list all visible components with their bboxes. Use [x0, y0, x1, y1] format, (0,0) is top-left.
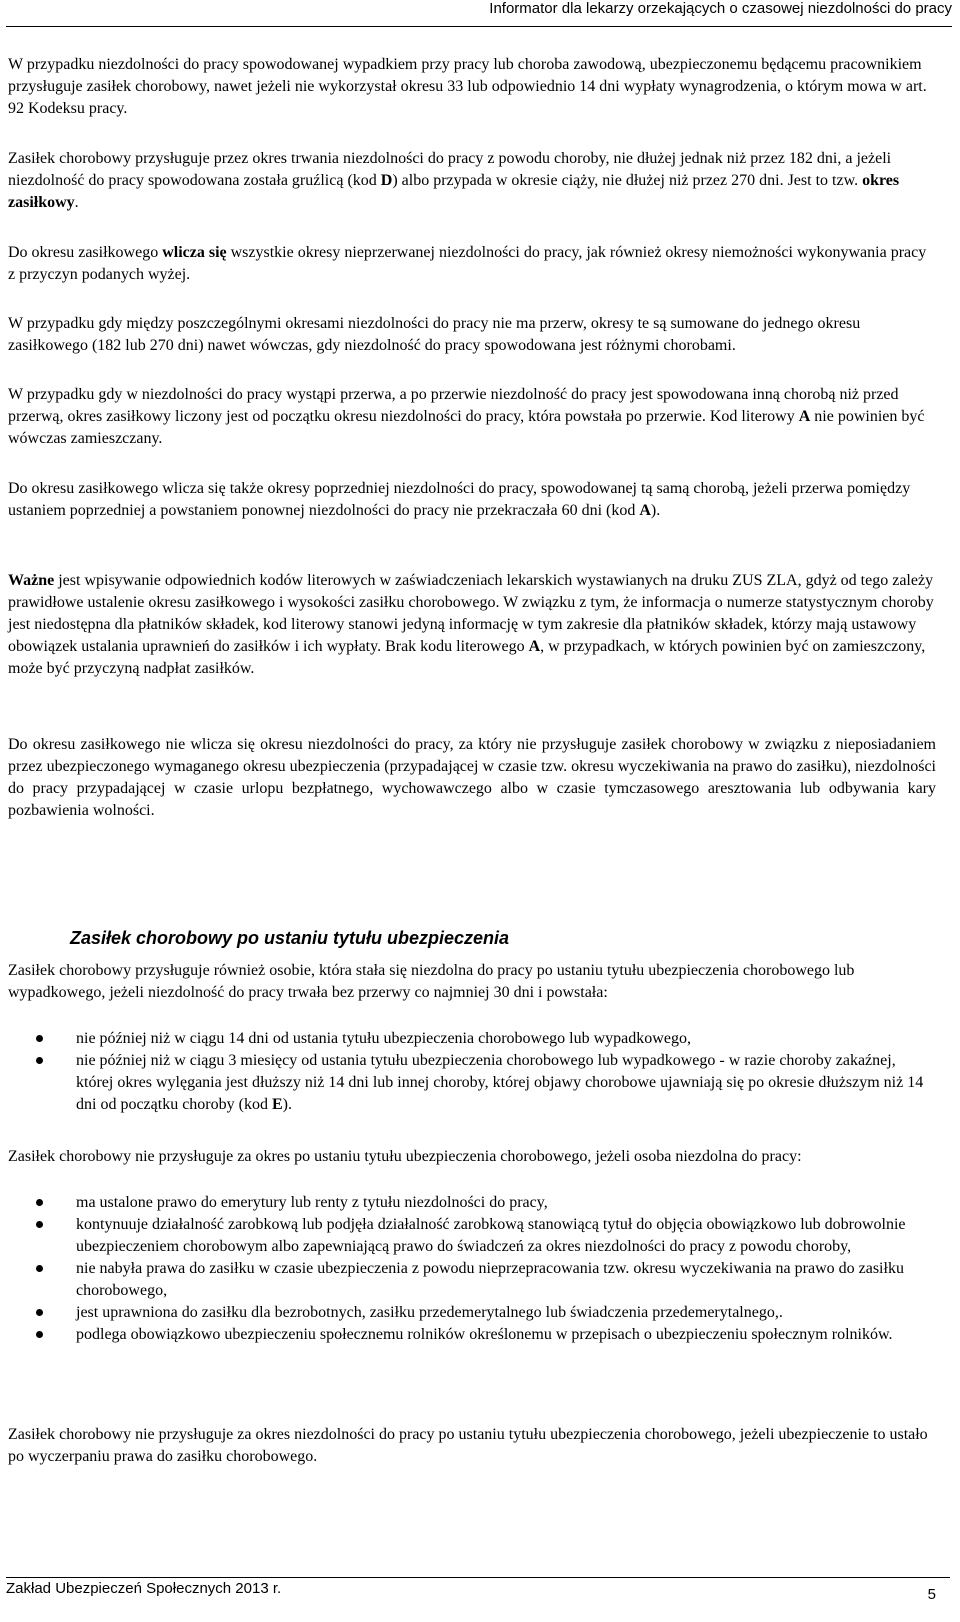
paragraph-excluded-periods: Do okresu zasiłkowego nie wlicza się okresu niezdolności do pracy, za który nie przysługuje zasiłek chorobowy w związku z nieposiadaniem przez ubezpieczonego wymaganego okresu ubezpieczenia (przypadającej w czasie tzw. okresu wyczekiwania na prawo do zasiłku), niezdolności do pracy przypadającej w czasie urlopu bezpłatnego, wychowawczego albo w czasie tymczasowego aresztowania lub odbywania kary pozbawienia wolności.: [8, 736, 936, 819]
paragraph-break-different-disease: W przypadku gdy w niezdolności do pracy wystąpi przerwa, a po przerwie niezdolność do pracy jest spowodowana inną chorobą niż przed przerwą, okres zasiłkowy liczony jest od początku okresu niezdolności do pracy, która powstała po przerwie. Kod literowy A nie powinien być wówczas zamieszczany.: [8, 386, 925, 447]
paragraph-not-entitled: Zasiłek chorobowy nie przysługuje za okres po ustaniu tytułu ubezpieczenia chorobowego, jeżeli osoba niezdolna do pracy:: [8, 1148, 802, 1165]
paragraph-after-insurance: Zasiłek chorobowy przysługuje również osobie, która stała się niezdolna do pracy po ustaniu tytułu ubezpieczenia chorobowego lub wypadkowego, jeżeli niezdolność do pracy trwała bez przerwy co najmniej 30 dni i powstała:: [8, 962, 855, 1001]
bullet-icon: [36, 1221, 43, 1228]
paragraph-summed-periods: W przypadku gdy między poszczególnymi okresami niezdolności do pracy nie ma przerw, okresy te są sumowane do jednego okresu zasiłkowego (182 lub 270 dni) nawet wówczas, gdy niezdolność do pracy spowodowana jest różnymi chorobami.: [8, 315, 861, 354]
list-exclusions: [8, 1192, 936, 1346]
paragraph-exhausted-benefit: Zasiłek chorobowy nie przysługuje za okres niezdolności do pracy po ustaniu tytułu ubezpieczenia chorobowego, jeżeli ubezpieczenie to ustało po wyczerpaniu prawa do zasiłku chorobowego.: [8, 1426, 928, 1465]
footer-publisher: Zakład Ubezpieczeń Społecznych 2013 r.: [6, 1580, 282, 1597]
header-divider: [6, 26, 952, 27]
list-conditions: [8, 1028, 936, 1116]
list-item: podlega obowiązkowo ubezpieczeniu społecznemu rolników określonemu w przepisach o ubezpieczeniu społecznym rolników.: [8, 1324, 936, 1346]
footer-divider: [6, 1577, 950, 1578]
paragraph-included-periods: Do okresu zasiłkowego wlicza się wszystkie okresy nieprzerwanej niezdolności do pracy, jak również okresy niemożności wykonywania pracy z przyczyn podanych wyżej.: [8, 244, 927, 283]
list-item: nie później niż w ciągu 14 dni od ustania tytułu ubezpieczenia chorobowego lub wypadkowego,: [8, 1028, 936, 1050]
paragraph-work-accident: W przypadku niezdolności do pracy spowodowanej wypadkiem przy pracy lub choroba zawodową, ubezpieczonemu będącemu pracownikiem przysługuje zasiłek chorobowy, nawet jeżeli nie wykorzystał okresu 33 lub odpowiednio 14 dni wypłaty wynagrodzenia, o którym mowa w art. 92 Kodeksu pracy.: [8, 56, 927, 117]
code-a: A: [528, 638, 541, 655]
paragraph-important-codes: Ważne jest wpisywanie odpowiednich kodów literowych w zaświadczeniach lekarskich wystawianych na druku ZUS ZLA, gdyż od tego zależy prawidłowe ustalenie okresu zasiłkowego i wysokości zasiłku chorobowego. W związku z tym, że informacja o numerze statystycznym choroby jest niedostępna dla płatników składek, kod literowy stanowi jedyną informację w tym zakresie dla płatników składek, którzy mają ustawowy obowiązek ustalania uprawnień do zasiłków i ich wypłaty. Brak kodu literowego A, w przypadkach, w których powinien być on zamieszczony, może być przyczyną nadpłat zasiłków.: [8, 572, 934, 677]
code-a: A: [798, 408, 811, 425]
bullet-icon: [36, 1057, 43, 1064]
code-d: D: [380, 172, 393, 189]
section-heading: Zasiłek chorobowy po ustaniu tytułu ubezpieczenia: [70, 928, 510, 948]
term-wlicza-sie: wlicza się: [162, 244, 227, 261]
term-wazne: Ważne: [8, 572, 55, 589]
bullet-icon: [36, 1199, 43, 1206]
paragraph-same-disease: Do okresu zasiłkowego wlicza się także okresy poprzedniej niezdolności do pracy, spowodowanej tą samą chorobą, jeżeli przerwa pomiędzy ustaniem poprzedniej a powstaniem ponownej niezdolności do pracy nie przekraczała 60 dni (kod A).: [8, 480, 911, 519]
list-item: nie później niż w ciągu 3 miesięcy od ustania tytułu ubezpieczenia chorobowego lub wypadkowego - w razie choroby zakaźnej, której okres wylęgania jest dłuższy niż 14 dni lub innej choroby, której objawy chorobowe ujawniają się po okresie dłuższym niż 14 dni od początku choroby (kod E).: [8, 1050, 936, 1116]
code-a: A: [639, 502, 651, 519]
list-item: ma ustalone prawo do emerytury lub renty z tytułu niezdolności do pracy,: [8, 1192, 936, 1214]
bullet-icon: [36, 1035, 43, 1042]
bullet-icon: [36, 1309, 43, 1316]
term-okres-zasilkowy: okres zasiłkowy: [8, 172, 900, 211]
list-item: kontynuuje działalność zarobkową lub podjęła działalność zarobkową stanowiącą tytuł do objęcia obowiązkowo lub dobrowolnie ubezpieczeniem chorobowym albo zapewniającą prawo do świadczeń za okres niezdolności do pracy z powodu choroby,: [8, 1214, 936, 1258]
list-item: nie nabyła prawa do zasiłku w czasie ubezpieczenia z powodu nieprzepracowania tzw. okresu wyczekiwania na prawo do zasiłku chorobowego,: [8, 1258, 936, 1302]
list-item: jest uprawniona do zasiłku dla bezrobotnych, zasiłku przedemerytalnego lub świadczenia przedemerytalnego,.: [8, 1302, 936, 1324]
bullet-icon: [36, 1331, 43, 1338]
running-header: Informator dla lekarzy orzekających o czasowej niezdolności do pracy: [489, 0, 952, 17]
bullet-icon: [36, 1265, 43, 1272]
code-e: E: [271, 1096, 283, 1113]
page-number: 5: [927, 1586, 936, 1603]
paragraph-benefit-period: Zasiłek chorobowy przysługuje przez okres trwania niezdolności do pracy z powodu choroby, nie dłużej jednak niż przez 182 dni, a jeżeli niezdolność do pracy spowodowana została gruźlicą (kod D) albo przypada w okresie ciąży, nie dłużej niż przez 270 dni. Jest to tzw. okres zasiłkowy.: [8, 150, 900, 211]
